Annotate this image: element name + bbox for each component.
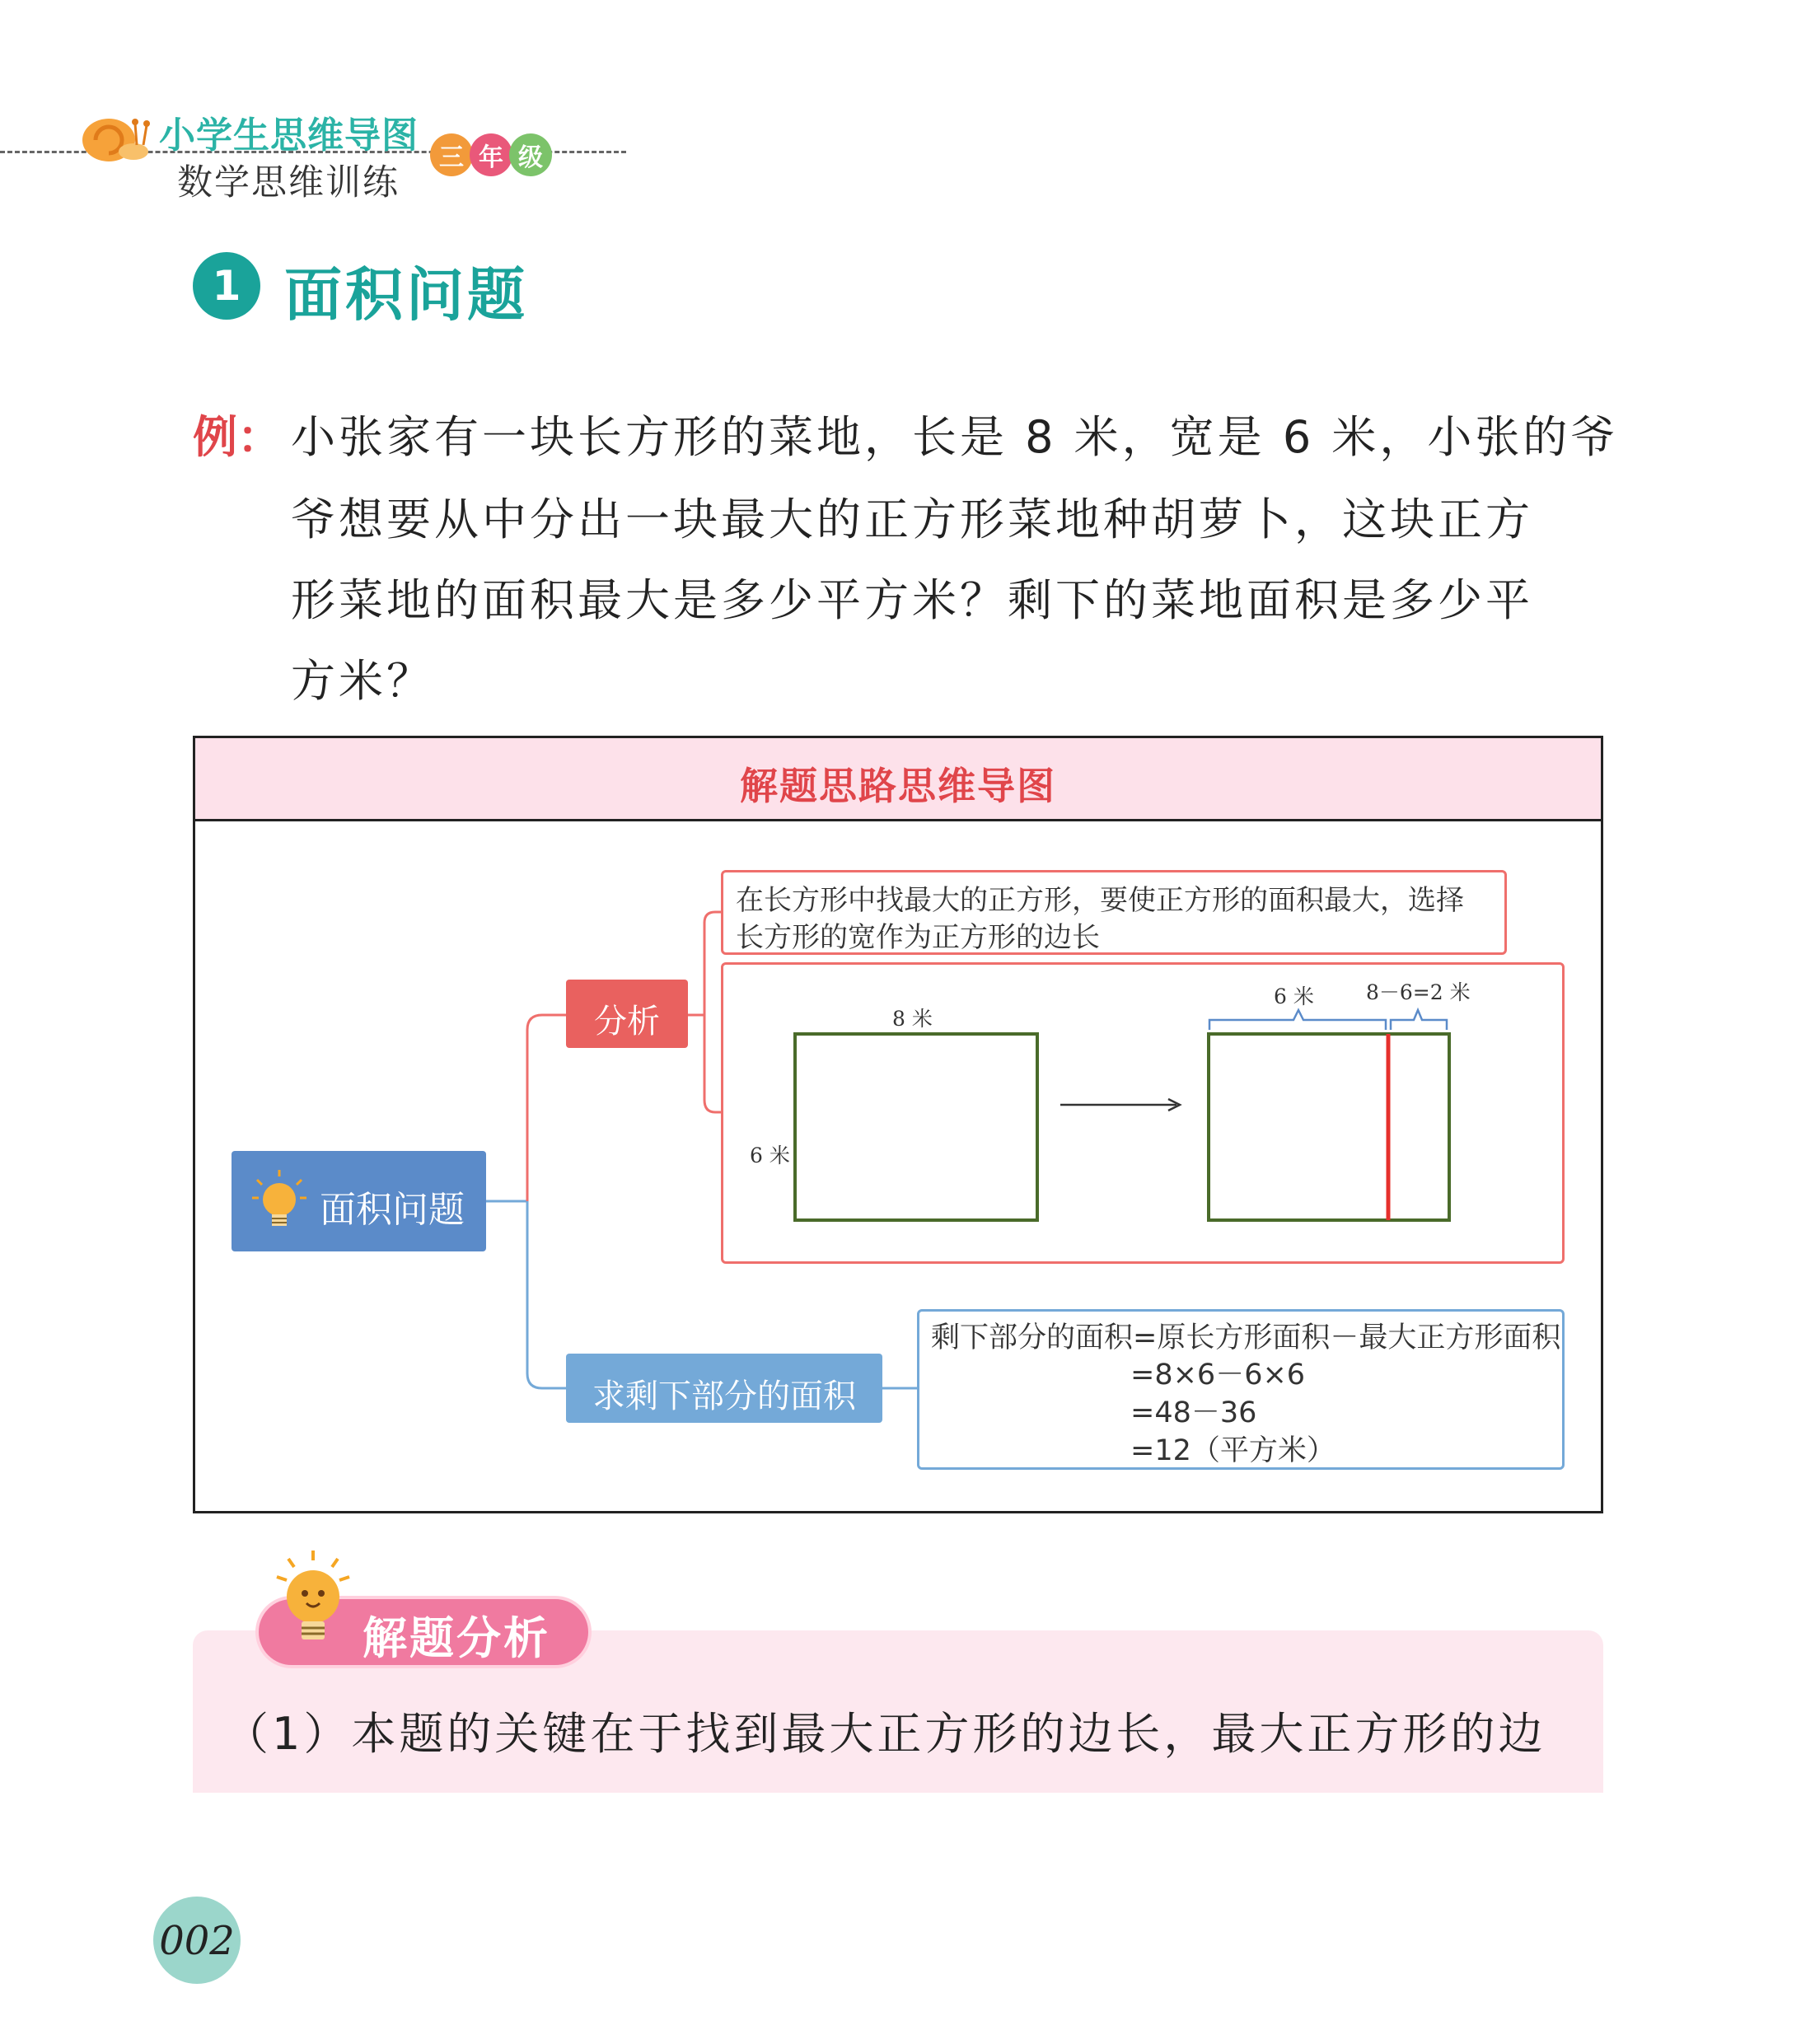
example-line-1: 小张家有一块长方形的菜地，长是 8 米，宽是 6 米，小张的爷 xyxy=(291,411,1619,463)
remaining-area-node-label: 求剩下部分的面积 xyxy=(592,1377,856,1415)
split-rectangle xyxy=(1209,1034,1449,1220)
example-line-2: 爷想要从中分出一块最大的正方形菜地种胡萝卜，这块正方 xyxy=(291,493,1533,545)
grade-badge-2: 年 xyxy=(470,133,512,176)
series-title: 小学生思维导图 xyxy=(159,115,419,157)
analysis-node-label: 分析 xyxy=(594,1003,660,1041)
mindmap-title: 解题思路思维导图 xyxy=(740,764,1056,808)
root-node-label: 面积问题 xyxy=(320,1189,465,1231)
page-number: 002 xyxy=(159,1918,235,1964)
analysis-badge-label: 解题分析 xyxy=(363,1612,550,1664)
example-line-3: 形菜地的面积最大是多少平方米？剩下的菜地面积是多少平 xyxy=(291,574,1533,626)
width-label: 6 米 xyxy=(750,1144,790,1167)
example-label: 例： xyxy=(193,411,282,463)
length-label: 8 米 xyxy=(892,1007,933,1031)
analysis-text-line-2: 长方形的宽作为正方形的边长 xyxy=(736,921,1100,954)
remainder-brace xyxy=(1391,1010,1447,1030)
analysis-paragraph: （1）本题的关键在于找到最大正方形的边长，最大正方形的边 xyxy=(224,1708,1546,1760)
calc-line-4: =12（平方米） xyxy=(1130,1434,1336,1467)
remainder-label: 8－6=2 米 xyxy=(1366,980,1471,1004)
section-number: 1 xyxy=(193,252,260,320)
book-title: 数学思维训练 xyxy=(177,162,400,203)
original-rectangle xyxy=(795,1034,1037,1220)
analysis-text-line-1: 在长方形中找最大的正方形，要使正方形的面积最大，选择 xyxy=(736,884,1464,917)
lightbulb-mascot-icon xyxy=(272,1549,354,1656)
grade-badge-3: 级 xyxy=(509,133,552,176)
section-title: 面积问题 xyxy=(284,261,528,329)
calc-line-2: =8×6－6×6 xyxy=(1130,1359,1306,1392)
calc-line-3: =48－36 xyxy=(1130,1396,1257,1429)
example-line-4: 方米？ xyxy=(291,655,434,707)
calc-line-1: 剩下部分的面积=原长方形面积－最大正方形面积 xyxy=(931,1321,1561,1354)
square-side-label: 6 米 xyxy=(1274,985,1314,1008)
grade-badge-1: 三 xyxy=(430,133,473,176)
square-brace xyxy=(1209,1010,1386,1030)
